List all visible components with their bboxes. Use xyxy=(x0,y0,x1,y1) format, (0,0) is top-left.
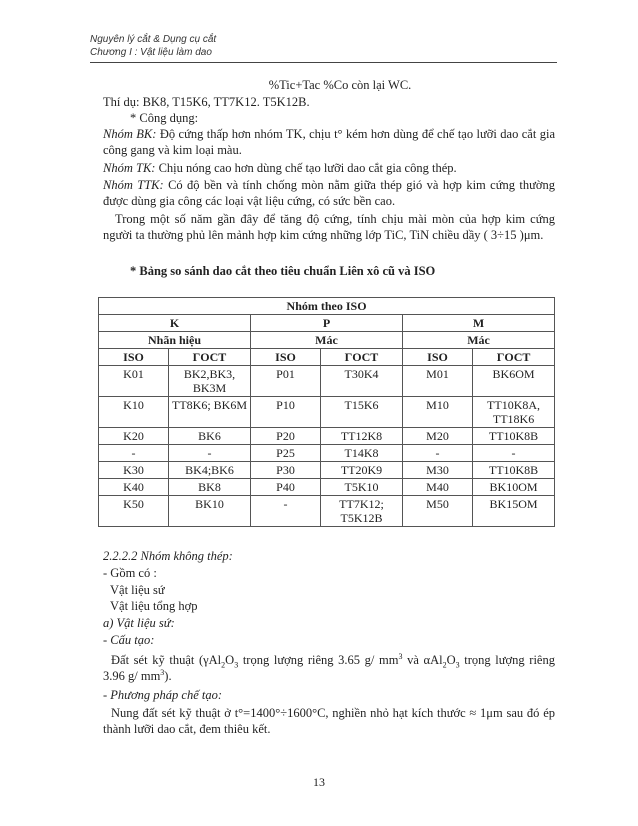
table-cell: TT10K8A, TT18K6 xyxy=(473,397,555,428)
ttk-label: Nhóm TTK: xyxy=(103,178,164,192)
table-row xyxy=(99,397,555,428)
bk-paragraph xyxy=(103,126,555,158)
table-row xyxy=(99,462,555,479)
includes-item-synthetic: Vật liệu tổng hợp xyxy=(110,599,198,613)
formula-line: %Tic+Tac %Co còn lại WC. xyxy=(268,78,412,92)
method-label: - Phương pháp chế tạo: xyxy=(103,688,223,702)
table-cell: TT8K6; BK6M xyxy=(169,397,251,428)
table-cell: P30 xyxy=(251,462,321,479)
clay-text-4: và αAl xyxy=(402,653,443,667)
clay-text-6: trọng lượng riêng 3.96 g/ mm xyxy=(103,653,555,683)
bk-label: Nhóm BK: xyxy=(103,127,157,141)
running-header-chapter: Chương I : Vật liệu làm dao xyxy=(90,47,212,58)
table-cell: BK10OM xyxy=(473,479,555,496)
subheader-p: Mác xyxy=(251,332,403,349)
iso-group-header: Nhóm theo ISO xyxy=(99,298,555,315)
subscript: 2 xyxy=(221,660,226,670)
ttk-paragraph xyxy=(103,177,555,209)
example-line: Thí dụ: BK8, T15K6, TT7K12. T5K12B. xyxy=(103,95,310,109)
table-cell: K30 xyxy=(99,462,169,479)
table-row xyxy=(99,479,555,496)
table-cell: BK2,BK3, BK3M xyxy=(169,366,251,397)
header-divider xyxy=(90,62,557,63)
subscript: 2 xyxy=(442,660,447,670)
table-row xyxy=(99,496,555,527)
table-cell: BK15OM xyxy=(473,496,555,527)
table-cell: P10 xyxy=(251,397,321,428)
table-caption: * Bảng so sánh dao cắt theo tiêu chuẩn Liên xô cũ và ISO xyxy=(130,264,436,278)
running-header xyxy=(90,33,216,59)
table-cell: M50 xyxy=(403,496,473,527)
table-cell: TT7K12; T5K12B xyxy=(321,496,403,527)
includes-line: - Gồm có : xyxy=(103,566,157,580)
table-cell: - xyxy=(403,445,473,462)
table-group-row xyxy=(99,315,555,332)
group-m: M xyxy=(403,315,555,332)
table-cell: BK6OM xyxy=(473,366,555,397)
table-cell: T14K8 xyxy=(321,445,403,462)
table-cell: K40 xyxy=(99,479,169,496)
table-cell: - xyxy=(473,445,555,462)
table-cell: - xyxy=(169,445,251,462)
table-cell: BK8 xyxy=(169,479,251,496)
table-cell: TT10K8B xyxy=(473,462,555,479)
table-cell: M40 xyxy=(403,479,473,496)
table-cell: T30K4 xyxy=(321,366,403,397)
clay-text-2: O xyxy=(225,653,235,667)
column-header: ISO xyxy=(99,349,169,366)
table-cell: T15K6 xyxy=(321,397,403,428)
section-heading: 2.2.2.2 Nhóm không thép: xyxy=(103,549,233,563)
method-paragraph: Nung đất sét kỹ thuật ở t°=1400°÷1600°C, nghiền nhỏ hạt kích thước ≈ 1μm sau đó ép thành lưỡi dao cắt, đem thiêu kết. xyxy=(103,706,555,736)
clay-text-5: O xyxy=(446,653,456,667)
column-header: ΓOCT xyxy=(321,349,403,366)
tk-text: Chịu nóng cao hơn dùng chế tạo lưỡi dao cắt gia công thép. xyxy=(155,161,457,175)
table-cell: M20 xyxy=(403,428,473,445)
table-cell: TT10K8B xyxy=(473,428,555,445)
subheader-k: Nhãn hiệu xyxy=(99,332,251,349)
superscript: 3 xyxy=(160,667,165,677)
group-p: P xyxy=(251,315,403,332)
table-cell: M01 xyxy=(403,366,473,397)
includes-item-ceramic: Vật liệu sứ xyxy=(110,583,165,597)
table-cell: T5K10 xyxy=(321,479,403,496)
column-header: ISO xyxy=(403,349,473,366)
running-header-title: Nguyên lý cắt & Dụng cụ cắt xyxy=(90,34,217,45)
table-subheader-row xyxy=(99,332,555,349)
table-cell: TT20K9 xyxy=(321,462,403,479)
table-cell: BK4;BK6 xyxy=(169,462,251,479)
table-cell: M10 xyxy=(403,397,473,428)
tk-paragraph xyxy=(103,160,555,176)
table-cell: P20 xyxy=(251,428,321,445)
column-header: ΓOCT xyxy=(169,349,251,366)
page-number: 13 xyxy=(313,775,325,789)
clay-text-3: trọng lượng riêng 3.65 g/ mm xyxy=(238,653,399,667)
table-cell: - xyxy=(251,496,321,527)
table-cell: P25 xyxy=(251,445,321,462)
column-header: ISO xyxy=(251,349,321,366)
clay-text-1: Đất sét kỹ thuật (γAl xyxy=(111,653,222,667)
subscript: 3 xyxy=(234,660,239,670)
subsection-ceramic: a) Vật liệu sứ: xyxy=(103,616,175,630)
structure-label: - Cấu tạo: xyxy=(103,633,155,647)
table-column-header-row xyxy=(99,349,555,366)
table-row xyxy=(99,428,555,445)
iso-comparison-table xyxy=(98,297,555,527)
table-row xyxy=(99,445,555,462)
table-cell: P01 xyxy=(251,366,321,397)
table-cell: TT12K8 xyxy=(321,428,403,445)
table-cell: K20 xyxy=(99,428,169,445)
bk-text: Độ cứng thấp hơn nhóm TK, chịu t° kém hơn dùng để chế tạo lưỡi dao cắt gia công gang và kim loại màu. xyxy=(103,127,555,157)
group-k: K xyxy=(99,315,251,332)
superscript: 3 xyxy=(398,651,403,661)
subheader-m: Mác xyxy=(403,332,555,349)
table-cell: P40 xyxy=(251,479,321,496)
column-header: ΓOCT xyxy=(473,349,555,366)
tk-label: Nhóm TK: xyxy=(103,161,156,175)
table-cell: K10 xyxy=(99,397,169,428)
coating-paragraph: Trong một số năm gần đây để tăng độ cứng, tính chịu mài mòn của hợp kim cứng người ta thường phủ lên mảnh hợp kim cứng những lớp TiC, TiN chiều dầy ( 3÷15 )μm. xyxy=(103,212,555,242)
table-cell: BK10 xyxy=(169,496,251,527)
clay-paragraph xyxy=(103,652,555,684)
table-row xyxy=(99,366,555,397)
subscript: 3 xyxy=(455,660,460,670)
table-cell: - xyxy=(99,445,169,462)
table-group-header-row xyxy=(99,298,555,315)
table-cell: K01 xyxy=(99,366,169,397)
usage-heading: * Công dụng: xyxy=(130,111,199,125)
table-cell: K50 xyxy=(99,496,169,527)
table-cell: M30 xyxy=(403,462,473,479)
clay-text-7: ). xyxy=(164,669,172,683)
ttk-text: Có độ bền và tính chống mòn nằm giữa thép gió và hợp kim cứng thường được dùng gia công các loại vật liệu cứng, có sức bền cao. xyxy=(103,178,555,208)
table-cell: BK6 xyxy=(169,428,251,445)
